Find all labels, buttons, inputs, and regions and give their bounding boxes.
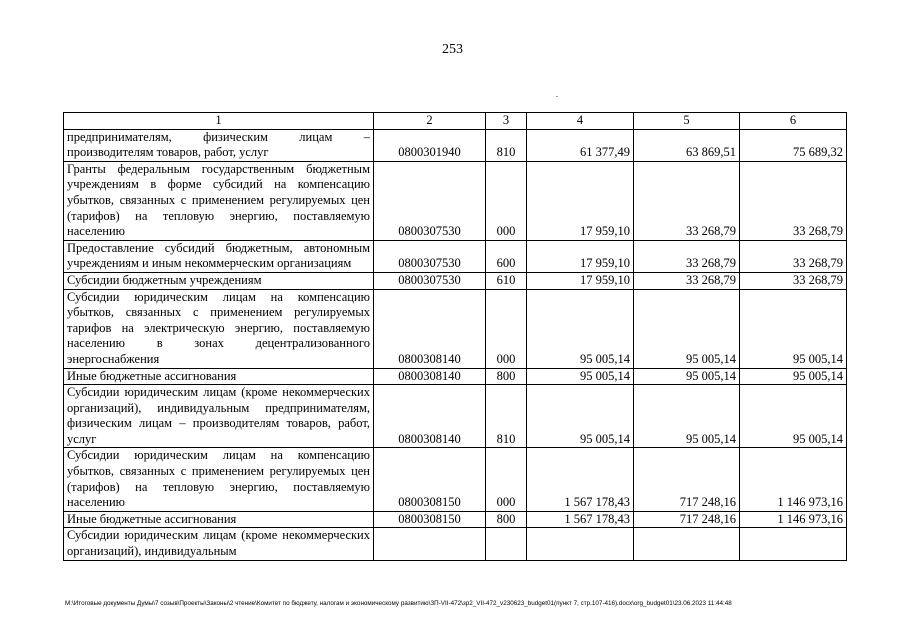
row-name-cell: Субсидии бюджетным учреждениям bbox=[64, 272, 374, 289]
row-name-cell: Субсидии юридическим лицам (кроме некоммерческих организаций), индивидуальным bbox=[64, 528, 374, 560]
table-row bbox=[64, 161, 847, 240]
amount-col4-cell: 95 005,14 bbox=[527, 368, 634, 385]
amount-col4-cell: 1 567 178,43 bbox=[527, 511, 634, 528]
expense-type-cell: 810 bbox=[486, 385, 527, 448]
budget-code-cell bbox=[374, 528, 486, 560]
amount-col5-cell: 63 869,51 bbox=[634, 129, 740, 161]
budget-code-cell: 0800301940 bbox=[374, 129, 486, 161]
amount-col6-cell: 33 268,79 bbox=[740, 161, 847, 240]
amount-col4-cell: 61 377,49 bbox=[527, 129, 634, 161]
expense-type-cell: 000 bbox=[486, 161, 527, 240]
amount-col5-cell: 33 268,79 bbox=[634, 272, 740, 289]
amount-col6-cell bbox=[740, 528, 847, 560]
amount-col6-cell: 1 146 973,16 bbox=[740, 448, 847, 511]
header-col-6: 6 bbox=[740, 113, 847, 130]
budget-code-cell: 0800307530 bbox=[374, 161, 486, 240]
expense-type-cell: 600 bbox=[486, 240, 527, 272]
amount-col5-cell: 95 005,14 bbox=[634, 385, 740, 448]
amount-col5-cell: 33 268,79 bbox=[634, 240, 740, 272]
table-body bbox=[64, 113, 847, 561]
expense-type-cell: 810 bbox=[486, 129, 527, 161]
row-name-cell: Гранты федеральным государственным бюджетным учреждениям в форме субсидий на компенсацию убытков, связанных с применением регулируемых цен (тарифов) на тепловую энергию, поставляемую населению bbox=[64, 161, 374, 240]
budget-code-cell: 0800307530 bbox=[374, 240, 486, 272]
amount-col4-cell: 1 567 178,43 bbox=[527, 448, 634, 511]
amount-col6-cell: 75 689,32 bbox=[740, 129, 847, 161]
amount-col6-cell: 95 005,14 bbox=[740, 368, 847, 385]
table-row bbox=[64, 240, 847, 272]
row-name-cell: Субсидии юридическим лицам на компенсацию убытков, связанных с применением регулируемых цен (тарифов) на тепловую энергию, поставляемую населению bbox=[64, 448, 374, 511]
table-row bbox=[64, 368, 847, 385]
budget-code-cell: 0800307530 bbox=[374, 272, 486, 289]
table-row bbox=[64, 528, 847, 560]
header-col-5: 5 bbox=[634, 113, 740, 130]
amount-col5-cell: 95 005,14 bbox=[634, 289, 740, 368]
row-name-cell: Иные бюджетные ассигнования bbox=[64, 511, 374, 528]
amount-col4-cell: 17 959,10 bbox=[527, 240, 634, 272]
budget-code-cell: 0800308150 bbox=[374, 511, 486, 528]
table-row bbox=[64, 511, 847, 528]
table-row bbox=[64, 448, 847, 511]
budget-code-cell: 0800308140 bbox=[374, 289, 486, 368]
scan-speck bbox=[556, 96, 558, 97]
page-number: 253 bbox=[442, 42, 463, 57]
table-row bbox=[64, 385, 847, 448]
row-name-cell: предпринимателям, физическим лицам – производителям товаров, работ, услуг bbox=[64, 129, 374, 161]
amount-col4-cell: 17 959,10 bbox=[527, 161, 634, 240]
header-col-1: 1 bbox=[64, 113, 374, 130]
budget-table bbox=[63, 112, 847, 561]
row-name-cell: Субсидии юридическим лицам на компенсацию убытков, связанных с применением регулируемых тарифов на электрическую энергию, поставляемую населению в зонах децентрализованного энергоснабжения bbox=[64, 289, 374, 368]
amount-col5-cell bbox=[634, 528, 740, 560]
table-row bbox=[64, 129, 847, 161]
header-col-2: 2 bbox=[374, 113, 486, 130]
amount-col4-cell: 95 005,14 bbox=[527, 289, 634, 368]
amount-col6-cell: 1 146 973,16 bbox=[740, 511, 847, 528]
table-row bbox=[64, 289, 847, 368]
budget-code-cell: 0800308150 bbox=[374, 448, 486, 511]
header-col-4: 4 bbox=[527, 113, 634, 130]
amount-col5-cell: 717 248,16 bbox=[634, 448, 740, 511]
budget-code-cell: 0800308140 bbox=[374, 368, 486, 385]
amount-col6-cell: 33 268,79 bbox=[740, 240, 847, 272]
row-name-cell: Субсидии юридическим лицам (кроме некоммерческих организаций), индивидуальным предпринимателям, физическим лицам – производителям товаров, работ, услуг bbox=[64, 385, 374, 448]
amount-col5-cell: 717 248,16 bbox=[634, 511, 740, 528]
expense-type-cell: 000 bbox=[486, 289, 527, 368]
budget-code-cell: 0800308140 bbox=[374, 385, 486, 448]
expense-type-cell: 800 bbox=[486, 368, 527, 385]
expense-type-cell: 000 bbox=[486, 448, 527, 511]
amount-col4-cell: 95 005,14 bbox=[527, 385, 634, 448]
amount-col6-cell: 33 268,79 bbox=[740, 272, 847, 289]
table-header-row bbox=[64, 113, 847, 130]
expense-type-cell: 800 bbox=[486, 511, 527, 528]
amount-col6-cell: 95 005,14 bbox=[740, 289, 847, 368]
expense-type-cell: 610 bbox=[486, 272, 527, 289]
amount-col4-cell bbox=[527, 528, 634, 560]
amount-col5-cell: 95 005,14 bbox=[634, 368, 740, 385]
row-name-cell: Предоставление субсидий бюджетным, автономным учреждениям и иным некоммерческим организациям bbox=[64, 240, 374, 272]
footer-file-path: M:\Итоговые документы Думы\7 созыв\Проекты\Законы\2 чтение\Комитет по бюджету, налогам и экономическому развитию\ЗП-VII-472\зр2_VII-472_v230623_budget01(пункт 7, стр.107-416).docx\org_budget01\23.06.2023 11:44:48 bbox=[65, 600, 732, 607]
row-name-cell: Иные бюджетные ассигнования bbox=[64, 368, 374, 385]
amount-col4-cell: 17 959,10 bbox=[527, 272, 634, 289]
amount-col5-cell: 33 268,79 bbox=[634, 161, 740, 240]
table-row bbox=[64, 272, 847, 289]
header-col-3: 3 bbox=[486, 113, 527, 130]
amount-col6-cell: 95 005,14 bbox=[740, 385, 847, 448]
expense-type-cell bbox=[486, 528, 527, 560]
